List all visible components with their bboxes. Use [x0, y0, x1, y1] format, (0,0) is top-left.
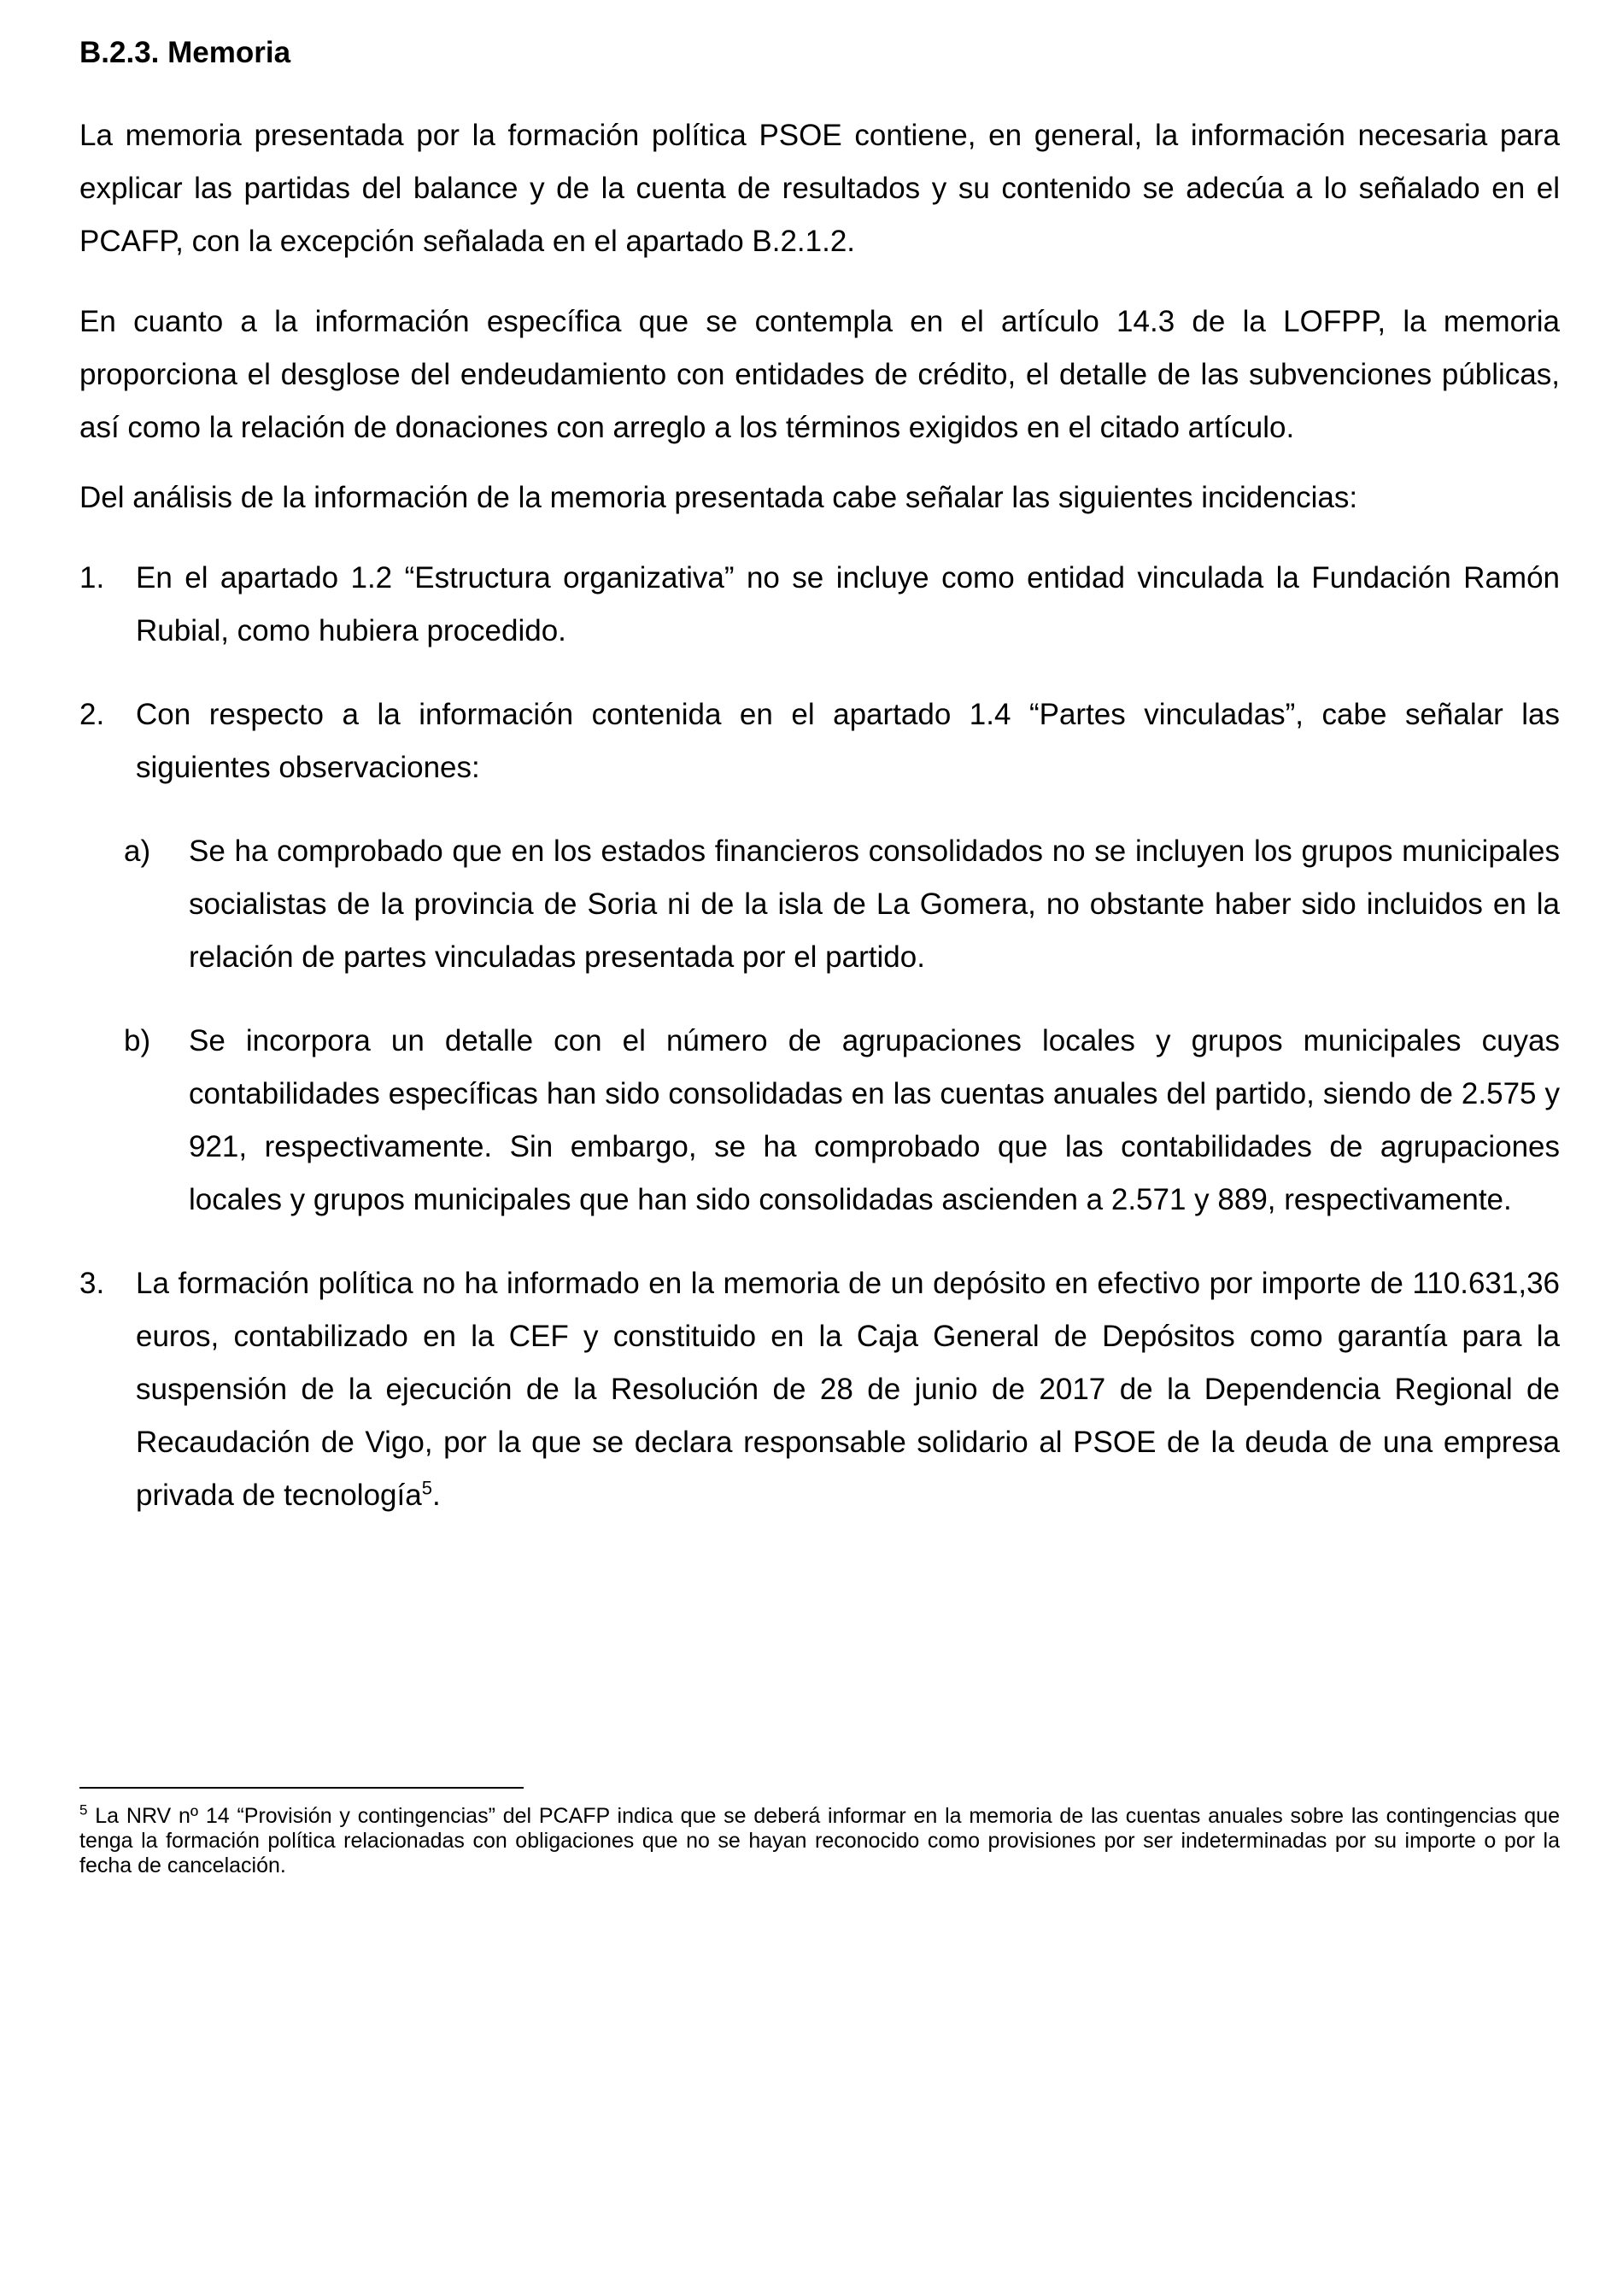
document-page — [79, 34, 1560, 1553]
sub-item-letter: a) — [124, 835, 151, 868]
list-item-text: En el apartado 1.2 “Estructura organizativa” no se incluye como entidad vinculada la Fundación Ramón Rubial, como hubiera procedido. — [136, 561, 1560, 647]
list-item-number: 2. — [79, 698, 105, 731]
sub-item-text: Se incorpora un detalle con el número de agrupaciones locales y grupos municipales cuyas contabilidades específicas han sido consolidadas en las cuentas anuales del partido, siendo de 2.575 y 921, respectivamente. Sin embargo, se ha comprobado que las contabilidades de agrupaciones locales y grupos municipales que han sido consolidadas ascienden a 2.571 y 889, respectivamente. — [189, 1024, 1560, 1216]
paragraph-memoria-summary: La memoria presentada por la formación política PSOE contiene, en general, la información necesaria para explicar las partidas del balance y de la cuenta de resultados y su contenido se adecúa a lo señalado en el PCAFP, con la excepción señalada en el apartado B.2.1.2. — [79, 119, 1560, 258]
list-item-1 — [79, 552, 1560, 658]
sub-item-b — [124, 1015, 1560, 1227]
list-item-text: Con respecto a la información contenida en el apartado 1.4 “Partes vinculadas”, cabe señalar las siguientes observaciones: — [136, 698, 1560, 784]
sub-item-a — [124, 825, 1560, 984]
section-heading: B.2.3. Memoria — [79, 36, 291, 69]
paragraph-incidencias-intro: Del análisis de la información de la memoria presentada cabe señalar las siguientes incidencias: — [79, 481, 1358, 514]
footnote-divider — [79, 1787, 524, 1789]
footnote — [79, 1801, 1560, 1878]
list-item-3 — [79, 1257, 1560, 1522]
sub-item-letter: b) — [124, 1024, 151, 1057]
list-item-text-end: . — [431, 1479, 441, 1512]
sub-item-text: Se ha comprobado que en los estados financieros consolidados no se incluyen los grupos municipales socialistas de la provincia de Soria ni de la isla de La Gomera, no obstante haber sido incluidos en la relación de partes vinculadas presentada por el partido. — [189, 835, 1560, 974]
footnote-reference[interactable]: 5 — [421, 1477, 432, 1499]
list-item-2 — [79, 688, 1560, 794]
list-item-text: La formación política no ha informado en la memoria de un depósito en efectivo por importe de 110.631,36 euros, contabilizado en la CEF y constituido en la Caja General de Depósitos como garantía para la suspensión de la ejecución de la Resolución de 28 de junio de 2017 de la Dependencia Regional de Recaudación de Vigo, por la que se declara responsable solidario al PSOE de la deuda de una empresa privada de tecnología — [136, 1267, 1560, 1512]
footnote-text: La NRV nº 14 “Provisión y contingencias” del PCAFP indica que se deberá informar en la memoria de las cuentas anuales sobre las contingencias que tenga la formación política relacionadas con obligaciones que no se hayan reconocido como provisiones por ser indeterminadas por su importe o por la fecha de cancelación. — [79, 1804, 1560, 1877]
list-item-number: 1. — [79, 561, 105, 594]
paragraph-lofpp-info: En cuanto a la información específica que se contempla en el artículo 14.3 de la LOFPP, la memoria proporciona el desglose del endeudamiento con entidades de crédito, el detalle de las subvenciones públicas, así como la relación de donaciones con arreglo a los términos exigidos en el citado artículo. — [79, 305, 1560, 444]
list-item-number: 3. — [79, 1267, 105, 1300]
footnote-marker: 5 — [79, 1801, 88, 1819]
list-item-text-wrapper — [136, 1257, 1560, 1522]
